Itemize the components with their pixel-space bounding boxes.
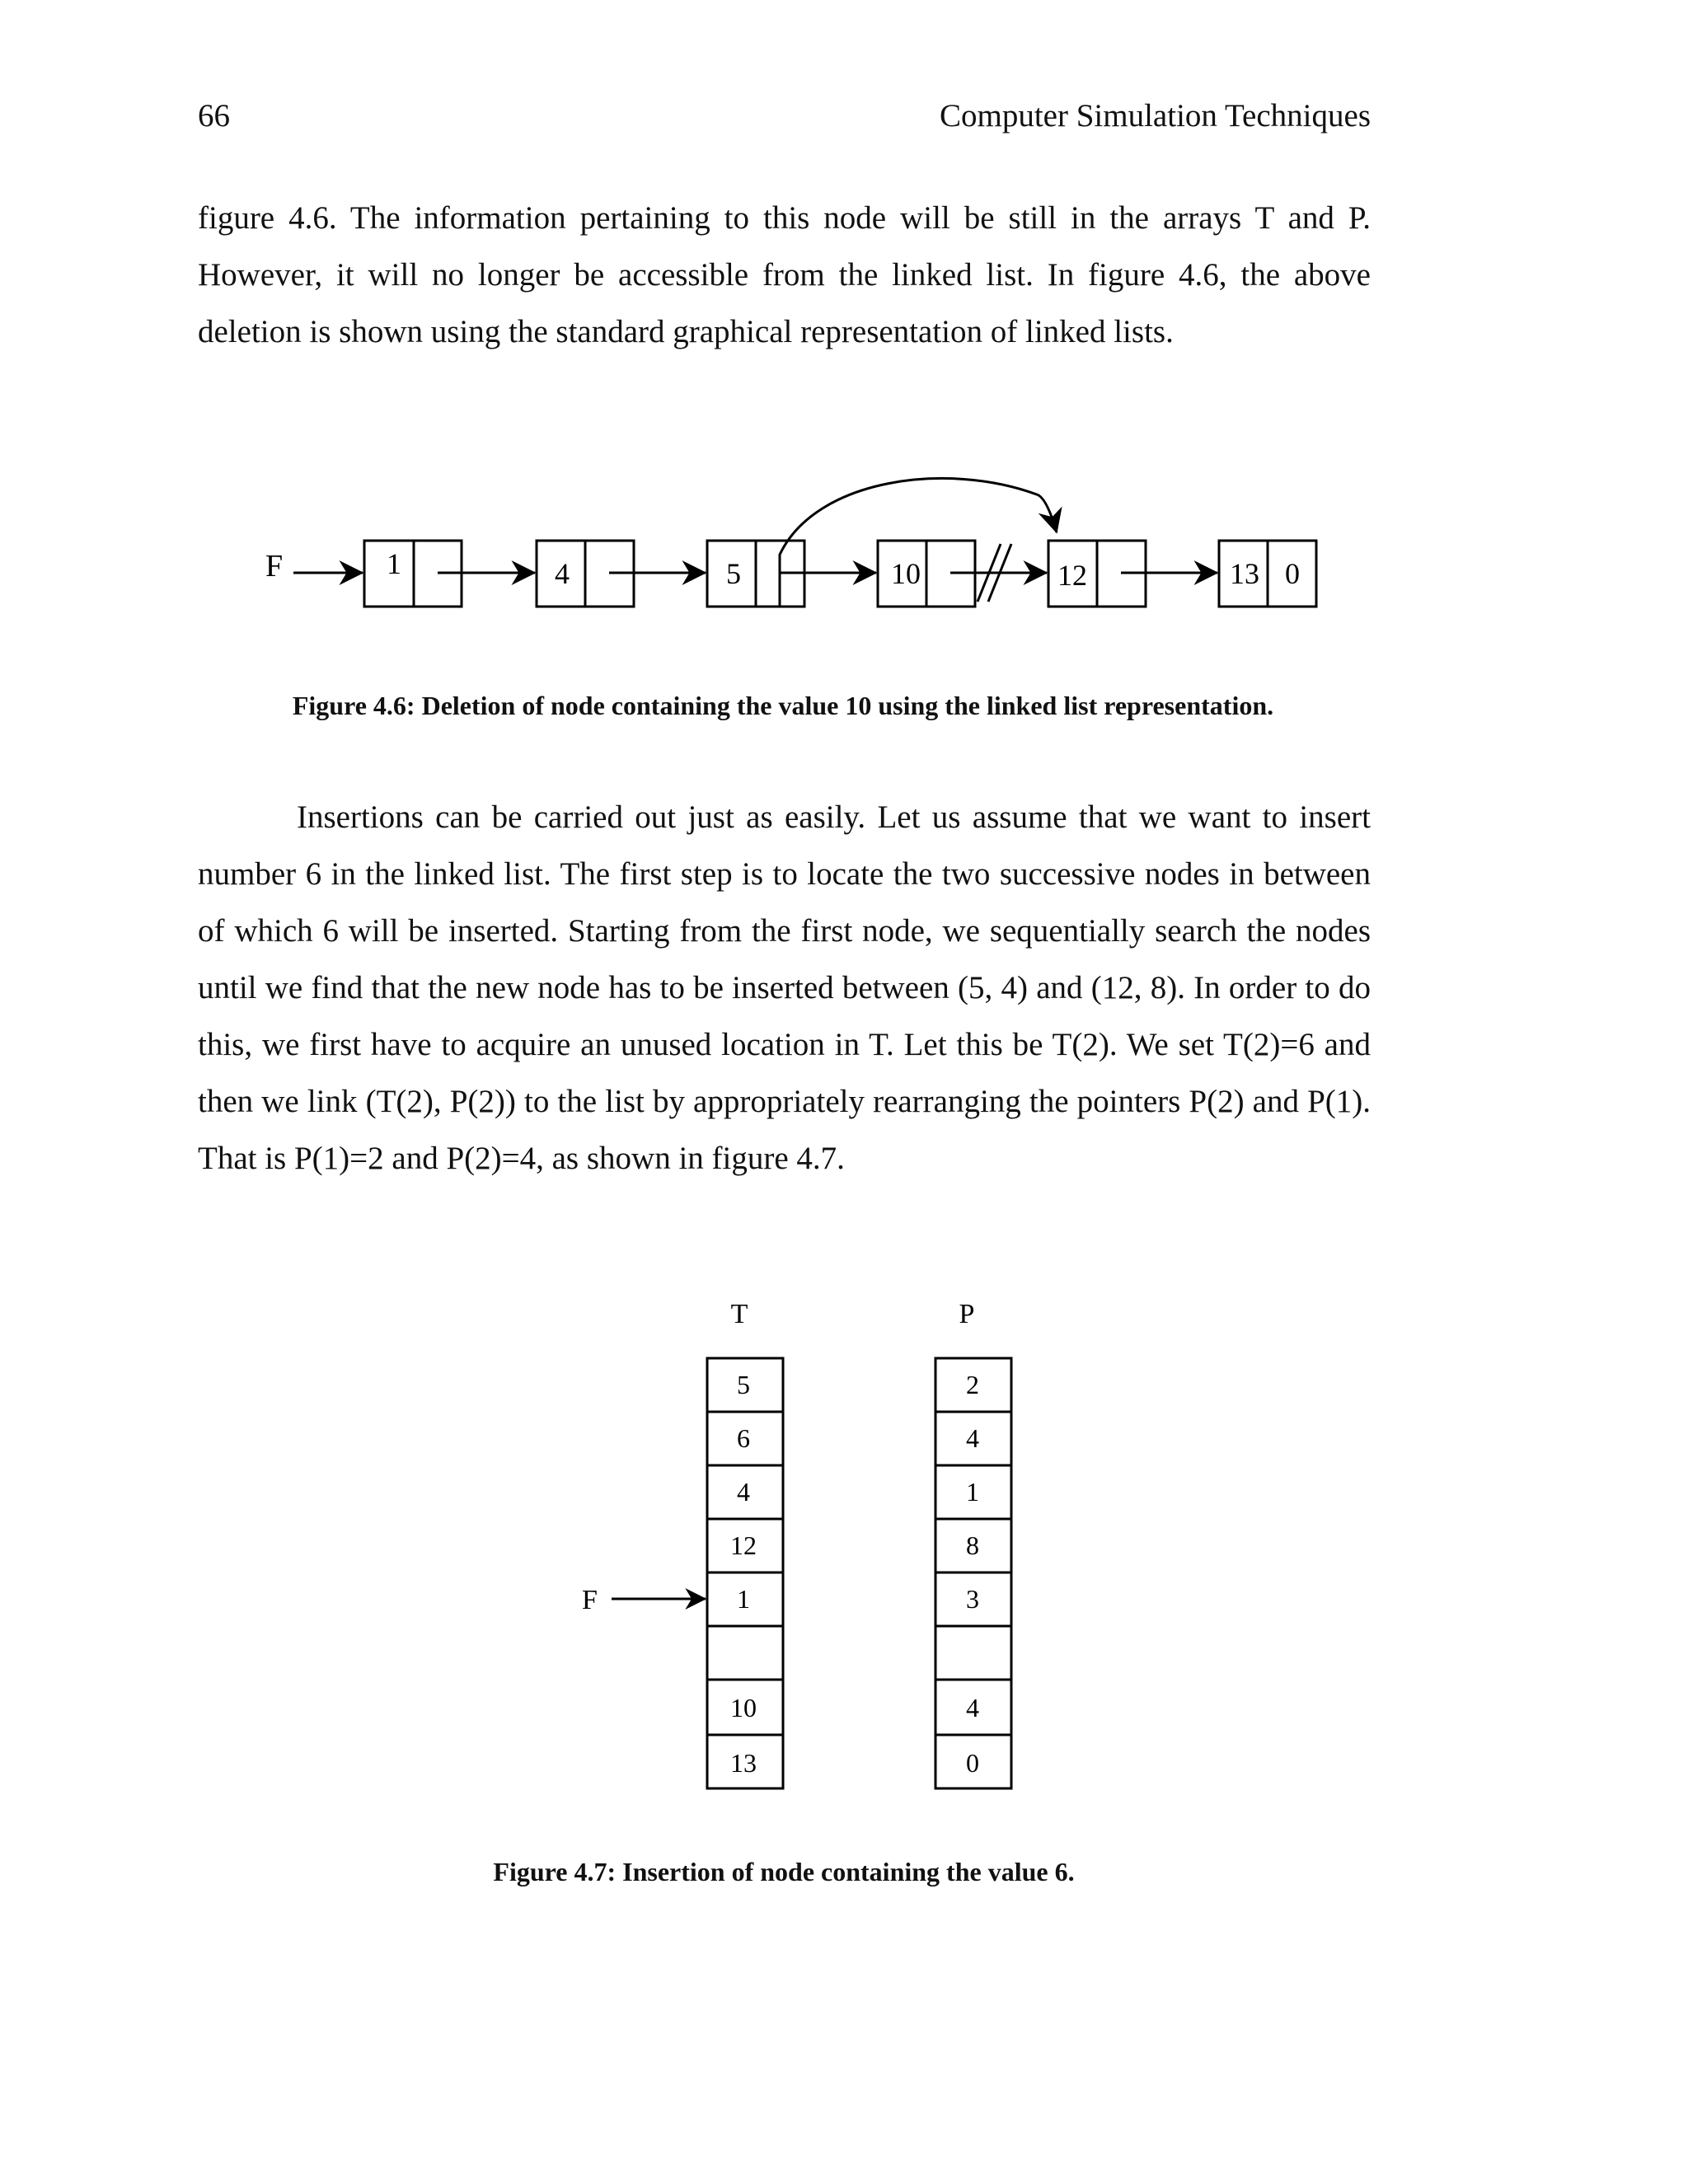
- paragraph-1: figure 4.6. The information pertaining to this node will be still in the arrays T and P. However, it will no longer be accessible from the linked list. In figure 4.6, the above deletion is shown using the standard graphical representation of linked lists.: [198, 200, 1371, 349]
- figure-4-7-caption: Figure 4.7: Insertion of node containing the value 6.: [493, 1857, 1075, 1886]
- array-T-cell: 5: [737, 1370, 750, 1399]
- fig46-node-value: 5: [726, 557, 741, 590]
- array-T-cell: 4: [737, 1477, 750, 1507]
- array-P-cell: 4: [966, 1693, 979, 1722]
- fig46-node-value: 12: [1057, 559, 1087, 592]
- fig46-node-value: 10: [891, 557, 921, 590]
- array-P-label: P: [959, 1299, 975, 1329]
- fig46-node: [1219, 541, 1316, 607]
- page-number: 66: [198, 98, 230, 134]
- fig46-node-pointer: 0: [1285, 557, 1300, 590]
- figure-4-7-arrays: [0, 1286, 1688, 1797]
- array-P-cell: 8: [966, 1530, 979, 1560]
- array-P-cell: 2: [966, 1370, 979, 1399]
- fig46-node-value: 1: [387, 547, 401, 580]
- array-T-cell: 10: [730, 1693, 757, 1722]
- figure-4-6-linked-list: [0, 462, 1688, 643]
- fig46-node-value: 4: [555, 557, 570, 590]
- array-P-cell: 4: [966, 1423, 979, 1453]
- array-P-cell: 1: [966, 1477, 979, 1507]
- array-P: [935, 1358, 1011, 1788]
- fig46-head-label: F: [265, 549, 284, 583]
- array-P-cell: 0: [966, 1748, 979, 1778]
- array-T-label: T: [730, 1299, 748, 1329]
- array-T-cell: 6: [737, 1423, 750, 1453]
- array-T-cell: 13: [730, 1748, 757, 1778]
- running-title: Computer Simulation Techniques: [940, 98, 1371, 134]
- array-T-cell: 1: [737, 1584, 750, 1614]
- figure-4-6-caption: Figure 4.6: Deletion of node containing the value 10 using the linked list representation.: [292, 691, 1274, 720]
- array-T: [707, 1358, 783, 1788]
- fig47-head-label: F: [582, 1585, 598, 1615]
- paragraph-2: Insertions can be carried out just as easily. Let us assume that we want to insert number 6 in the linked list. The first step is to locate the two successive nodes in between of which 6 will be inserted. Starting from the first node, we sequentially search the nodes until we find that the new node has to be inserted between (5, 4) and (12, 8). In order to do this, we first have to acquire an unused location in T. Let this be T(2). We set T(2)=6 and then we link (T(2), P(2)) to the list by appropriately rearranging the pointers P(2) and P(1). That is P(1)=2 and P(2)=4, as shown in figure 4.7.: [198, 799, 1371, 1176]
- fig46-node-value: 13: [1230, 557, 1259, 590]
- array-T-cell: 12: [730, 1530, 757, 1560]
- array-P-cell: 3: [966, 1584, 979, 1614]
